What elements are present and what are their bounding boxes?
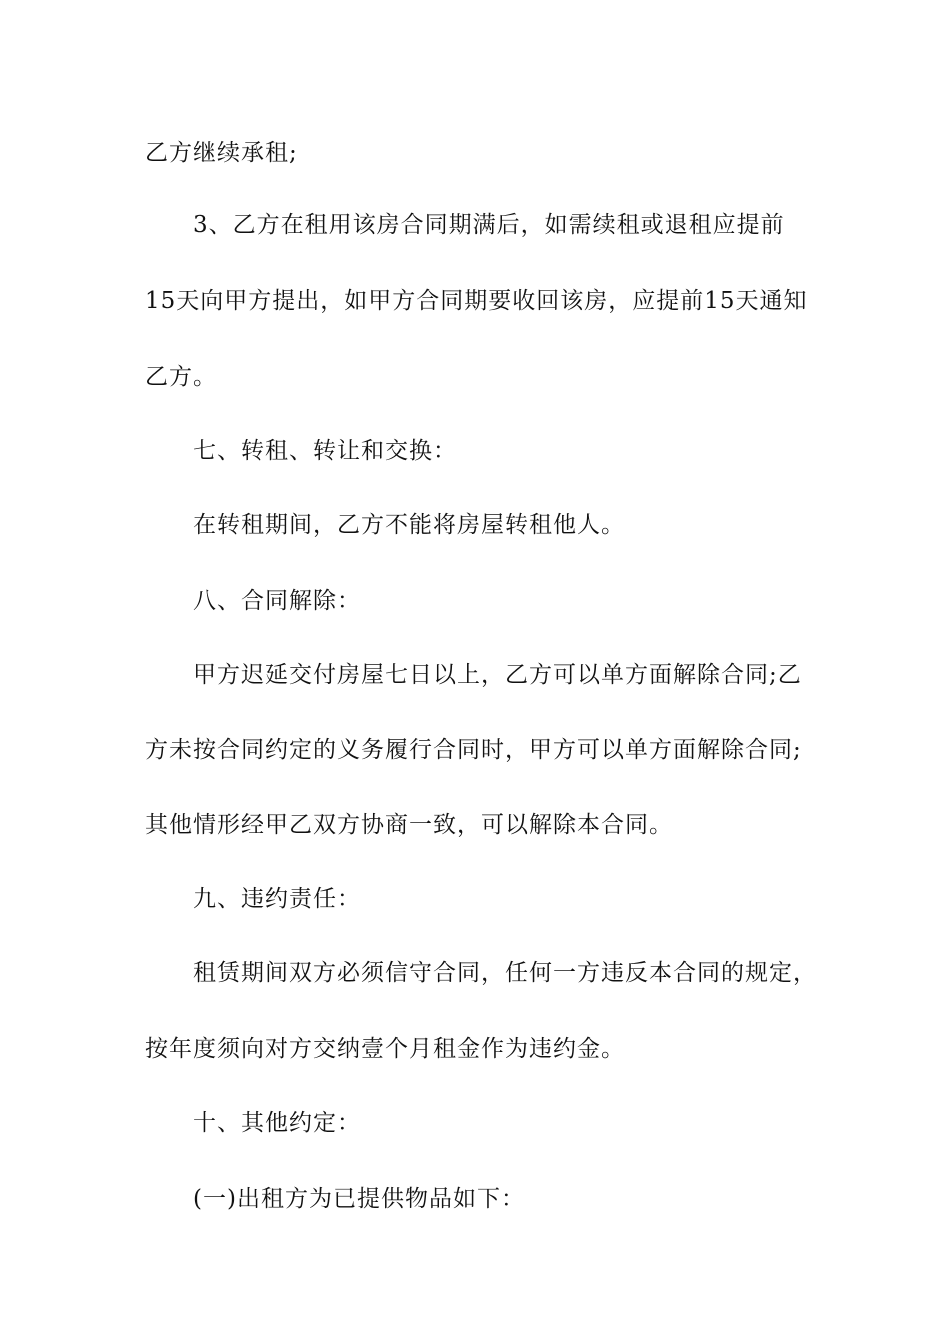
text-line: 15天向甲方提出，如甲方合同期要收回该房，应提前15天通知: [145, 288, 808, 314]
section-heading: 七、转租、转让和交换：: [193, 438, 457, 464]
text-line: 3、乙方在租用该房合同期满后，如需续租或退租应提前: [193, 212, 785, 238]
text-line: 乙方。: [145, 364, 217, 390]
text-line: 租赁期间双方必须信守合同，任何一方违反本合同的规定，: [193, 960, 817, 986]
section-heading: 十、其他约定：: [193, 1110, 361, 1136]
text-line: 其他情形经甲乙双方协商一致，可以解除本合同。: [145, 812, 673, 838]
text-line: 方未按合同约定的义务履行合同时，甲方可以单方面解除合同;: [145, 737, 802, 763]
text-line: 乙方继续承租;: [145, 140, 298, 166]
section-heading: 八、合同解除：: [193, 588, 361, 614]
text-line: 甲方迟延交付房屋七日以上，乙方可以单方面解除合同;乙: [193, 662, 802, 688]
section-heading: 九、违约责任：: [193, 886, 361, 912]
text-line: (一)出租方为已提供物品如下：: [193, 1186, 525, 1212]
text-line: 在转租期间，乙方不能将房屋转租他人。: [193, 512, 625, 538]
text-line: 按年度须向对方交纳壹个月租金作为违约金。: [145, 1036, 625, 1062]
